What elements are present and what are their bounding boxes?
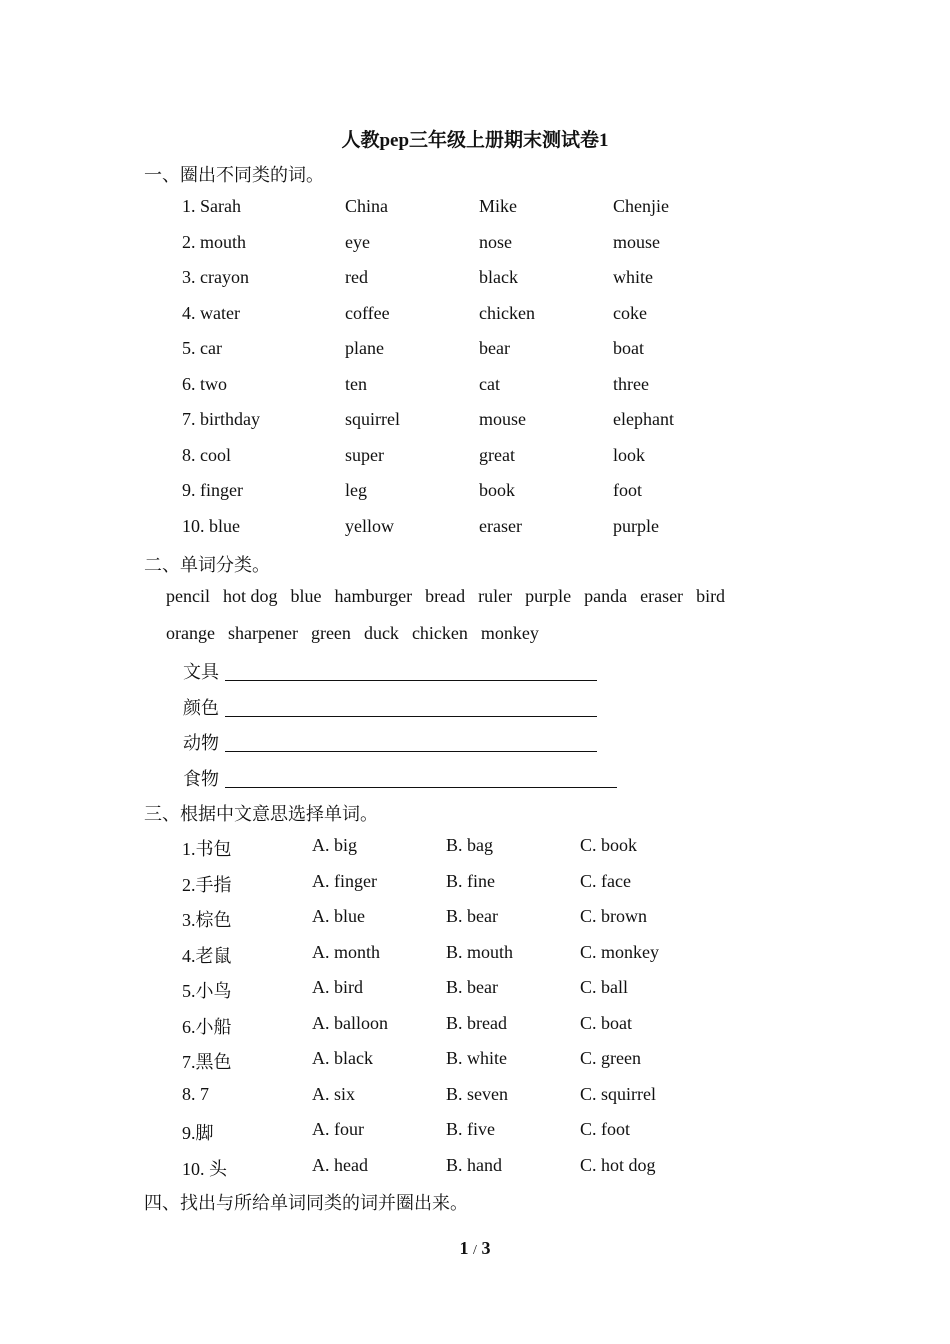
section3-heading: 三、根据中文意思选择单词。 <box>144 804 378 824</box>
page-separator: / <box>473 1243 477 1258</box>
option-word: three <box>613 373 649 394</box>
choice-option: A. month <box>312 941 381 962</box>
word-bank-line-1 <box>166 586 738 607</box>
choice-option: C. boat <box>580 1012 632 1033</box>
section4-heading: 四、找出与所给单词同类的词并圈出来。 <box>144 1193 468 1213</box>
choice-option: B. mouth <box>446 941 514 962</box>
category-fill-line <box>183 729 597 755</box>
answer-blank[interactable] <box>225 733 597 752</box>
choice-option: A. six <box>312 1083 356 1104</box>
option-word: chicken <box>479 302 535 323</box>
section2-heading: 二、单词分类。 <box>144 555 270 575</box>
choice-option: C. foot <box>580 1119 631 1139</box>
option-word: China <box>345 196 388 216</box>
word-bank-item: blue <box>290 586 322 606</box>
option-word: boat <box>613 338 644 358</box>
word-bank-item: sharpener <box>227 623 298 643</box>
choice-option: C. monkey <box>580 941 659 962</box>
question-word: 2. mouth <box>182 231 247 252</box>
category-fill-line <box>183 694 597 720</box>
choice-option: A. finger <box>312 870 377 891</box>
option-word: leg <box>345 480 367 500</box>
word-bank-item: bird <box>696 586 726 606</box>
option-word: purple <box>613 515 659 536</box>
chinese-prompt: 3.棕色 <box>182 910 232 930</box>
choice-option: B. bread <box>446 1012 507 1033</box>
chinese-prompt: 5.小鸟 <box>182 981 232 1001</box>
question-word: 5. car <box>182 338 222 358</box>
chinese-prompt: 9.脚 <box>182 1123 214 1143</box>
question-word: 1. Sarah <box>182 196 241 216</box>
word-bank-item: eraser <box>640 586 684 606</box>
chinese-prompt: 4.老鼠 <box>182 945 232 966</box>
chinese-prompt: 6.小船 <box>182 1016 232 1037</box>
answer-blank[interactable] <box>225 662 597 681</box>
question-word: 7. birthday <box>182 409 260 429</box>
option-word: cat <box>479 373 500 394</box>
category-label: 文具 <box>183 662 219 682</box>
word-bank-item: purple <box>525 586 572 606</box>
choice-option: C. face <box>580 870 631 891</box>
choice-option: A. four <box>312 1119 364 1139</box>
choice-option: B. fine <box>446 870 495 891</box>
choice-option: A. blue <box>312 906 365 926</box>
page-number <box>0 1238 950 1259</box>
total-pages: 3 <box>481 1238 491 1258</box>
answer-blank[interactable] <box>225 698 597 717</box>
option-word: yellow <box>345 515 394 536</box>
question-word: 6. two <box>182 373 227 394</box>
choice-option: C. hot dog <box>580 1154 656 1175</box>
word-bank-item: bread <box>425 586 466 606</box>
option-word: eye <box>345 231 370 252</box>
option-word: great <box>479 444 515 465</box>
option-word: coke <box>613 302 647 323</box>
option-word: Chenjie <box>613 196 669 216</box>
choice-option: A. big <box>312 835 357 855</box>
chinese-prompt: 2.手指 <box>182 874 232 895</box>
word-bank-item: hamburger <box>334 586 413 606</box>
chinese-prompt: 7.黑色 <box>182 1052 232 1072</box>
chinese-prompt: 10. 头 <box>182 1158 227 1179</box>
option-word: nose <box>479 231 512 252</box>
choice-option: C. ball <box>580 977 628 997</box>
question-word: 4. water <box>182 302 240 323</box>
option-word: mouse <box>479 409 526 429</box>
choice-option: C. brown <box>580 906 647 926</box>
option-word: black <box>479 267 518 287</box>
choice-option: C. squirrel <box>580 1083 656 1104</box>
choice-option: A. balloon <box>312 1012 388 1033</box>
page-title: 人教pep三年级上册期末测试卷1 <box>341 130 609 151</box>
category-label: 颜色 <box>183 697 219 718</box>
option-word: look <box>613 444 646 465</box>
option-word: squirrel <box>345 409 400 429</box>
word-bank-item: duck <box>363 623 399 643</box>
category-label: 食物 <box>183 768 219 789</box>
option-word: mouse <box>613 231 660 252</box>
choice-option: A. black <box>312 1048 373 1068</box>
choice-option: C. green <box>580 1048 641 1068</box>
option-word: eraser <box>479 515 522 536</box>
question-word: 3. crayon <box>182 267 249 287</box>
word-bank-item: monkey <box>480 623 539 643</box>
word-bank-item: pencil <box>166 586 210 606</box>
choice-option: B. white <box>446 1048 507 1068</box>
option-word: super <box>345 444 384 465</box>
word-bank-item: hot dog <box>222 586 278 606</box>
section1-heading: 一、圈出不同类的词。 <box>144 165 324 185</box>
chinese-prompt: 1.书包 <box>182 839 232 859</box>
choice-option: A. bird <box>312 977 363 997</box>
option-word: red <box>345 267 368 287</box>
answer-blank[interactable] <box>225 769 617 788</box>
option-word: bear <box>479 338 510 358</box>
category-label: 动物 <box>183 733 219 753</box>
question-word: 8. cool <box>182 444 231 465</box>
option-word: book <box>479 480 515 500</box>
word-bank-item: ruler <box>478 586 513 606</box>
word-bank-item: green <box>310 623 351 643</box>
word-bank-line-2 <box>166 623 552 644</box>
option-word: foot <box>613 480 642 500</box>
option-word: elephant <box>613 409 674 429</box>
choice-option: B. bear <box>446 906 498 926</box>
option-word: white <box>613 267 653 287</box>
word-bank-item: orange <box>166 623 215 643</box>
choice-option: B. bear <box>446 977 498 997</box>
choice-option: B. seven <box>446 1083 508 1104</box>
word-bank-item: chicken <box>411 623 468 643</box>
chinese-prompt: 8. 7 <box>182 1083 209 1104</box>
choice-option: A. head <box>312 1154 368 1175</box>
question-word: 10. blue <box>182 515 240 536</box>
choice-option: B. hand <box>446 1154 502 1175</box>
question-word: 9. finger <box>182 480 243 500</box>
category-fill-line <box>183 765 617 791</box>
option-word: Mike <box>479 196 517 216</box>
option-word: coffee <box>345 302 390 323</box>
word-bank-item: panda <box>584 586 628 606</box>
choice-option: B. five <box>446 1119 495 1139</box>
current-page: 1 <box>459 1238 469 1258</box>
category-fill-line <box>183 658 597 684</box>
option-word: ten <box>345 373 367 394</box>
option-word: plane <box>345 338 384 358</box>
choice-option: B. bag <box>446 835 493 855</box>
choice-option: C. book <box>580 835 638 855</box>
